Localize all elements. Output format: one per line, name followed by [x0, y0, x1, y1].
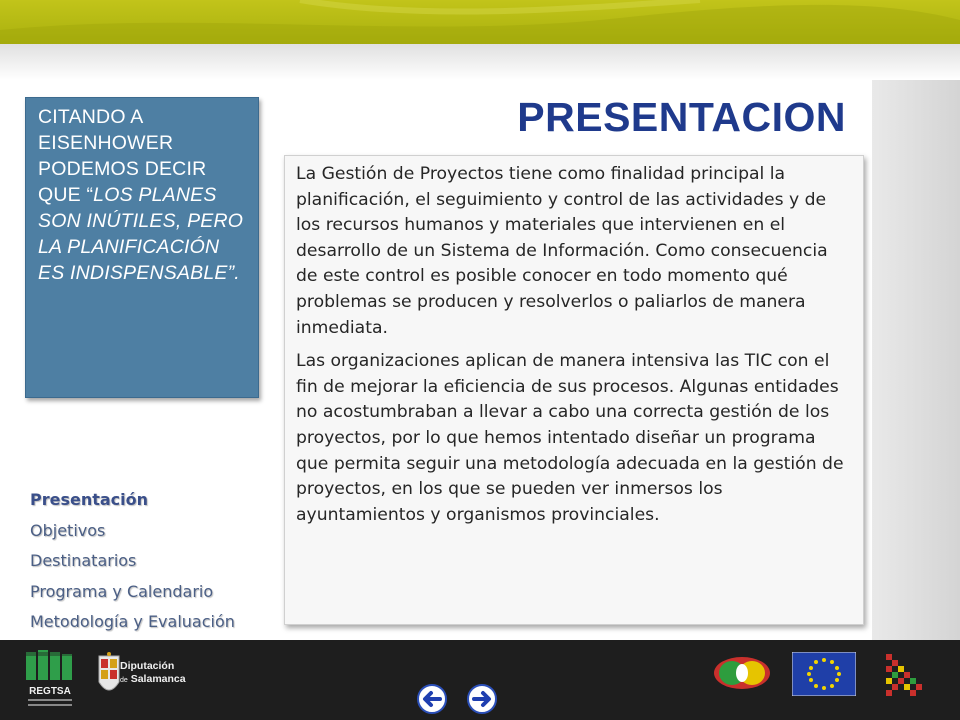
diputacion-text: [120, 660, 186, 687]
panel-top-fade: [0, 44, 960, 80]
side-nav-menu: [30, 485, 270, 638]
diputacion-line2: Salamanca: [130, 673, 186, 685]
body-paragraph-1: La Gestión de Proyectos tiene como finalidad principal la planificación, el seguimiento y control de las actividades y de los recursos humanos y materiales que intervienen en el desarrollo de un Sistema de Información. Como consecuencia de este control es posible conocer en todo momento qué problemas se producen y resolverlos o paliarlos de manera inmediata.: [296, 164, 828, 338]
top-band: [0, 0, 960, 44]
eu-flag-icon: [792, 652, 856, 696]
nav-item-metodologia-evaluacion[interactable]: Metodología y Evaluación: [30, 612, 235, 631]
colored-circles-logo: [712, 652, 772, 694]
nav-item-presentacion[interactable]: Presentación: [30, 490, 149, 509]
quote-box: [25, 97, 259, 398]
nav-item-objetivos[interactable]: Objetivos: [30, 520, 106, 540]
quote-plain-text: CITANDO A EISENHOWER PODEMOS DECIR QUE “: [38, 106, 207, 206]
arrow-left-icon[interactable]: [414, 683, 450, 715]
page-title: PRESENTACION: [517, 94, 846, 140]
regtsa-logo: [24, 648, 76, 712]
arrow-right-icon[interactable]: [464, 683, 500, 715]
diputacion-shield-logo: [98, 652, 120, 698]
mosaic-a-logo: [882, 652, 924, 698]
panel-right-shade: [872, 80, 960, 640]
diputacion-de: de: [120, 677, 128, 684]
body-text-box: [284, 155, 864, 625]
top-band-swirl: [0, 0, 960, 44]
diputacion-line1: Diputación: [120, 660, 175, 672]
regtsa-label: REGTSA: [29, 686, 71, 697]
body-paragraph-2: Las organizaciones aplican de manera intensiva las TIC con el fin de mejorar la eficiencia de sus procesos. Algunas entidades no acostumbraban a llevar a cabo una correcta gestión de los proyectos, por lo que hemos intentado diseñar un programa que permita seguir una metodología adecuada en la gestión de proyectos, en los que se pueden ver inmersos los ayuntamientos y organismos provinciales.: [296, 351, 844, 525]
nav-item-destinatarios[interactable]: Destinatarios: [30, 551, 137, 570]
nav-item-programa-calendario[interactable]: Programa y Calendario: [30, 581, 214, 601]
quote-italic-text: LOS PLANES SON INÚTILES, PERO LA PLANIFICACIÓN ES INDISPENSABLE”.: [38, 184, 244, 284]
